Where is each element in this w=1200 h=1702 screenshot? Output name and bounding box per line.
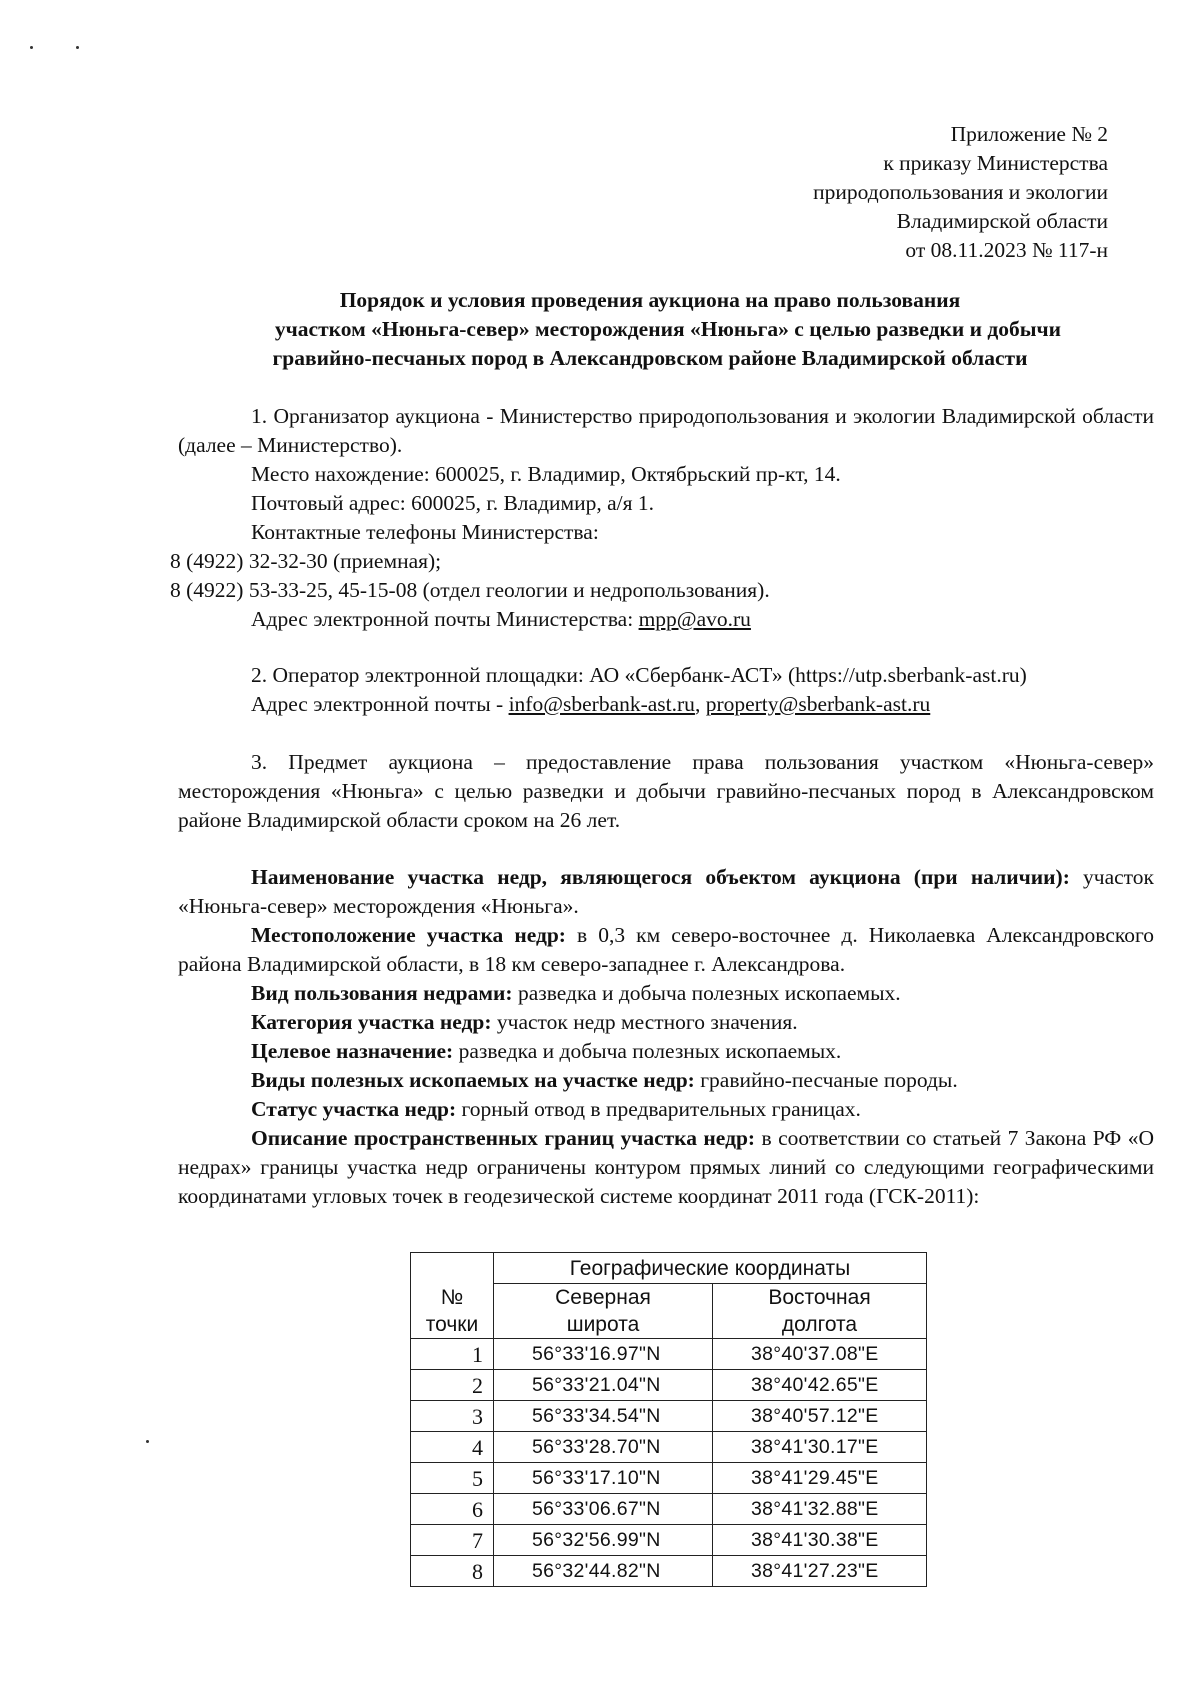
scan-speck bbox=[76, 46, 79, 49]
field-label: Наименование участка недр, являющегося объектом аукциона (при наличии): bbox=[251, 865, 1070, 889]
longitude-cell: 38°40'37.08"E bbox=[713, 1339, 927, 1370]
field-purpose bbox=[178, 1037, 1154, 1066]
coordinates-group-header: Географические координаты bbox=[494, 1253, 927, 1284]
point-number-cell: 7 bbox=[411, 1525, 494, 1556]
header-text: широта bbox=[566, 1313, 640, 1336]
field-minerals bbox=[178, 1066, 1154, 1095]
table-row bbox=[411, 1556, 927, 1587]
field-value: гравийно-песчаные породы. bbox=[694, 1068, 958, 1092]
table-row bbox=[411, 1525, 927, 1556]
header-text: точки bbox=[425, 1313, 479, 1336]
operator-email-line bbox=[178, 690, 1154, 719]
field-label: Виды полезных ископаемых на участке недр: bbox=[251, 1068, 695, 1092]
operator-email-label: Адрес электронной почты - bbox=[251, 692, 509, 716]
section-operator bbox=[178, 661, 1154, 719]
table-row bbox=[411, 1339, 927, 1370]
field-label: Статус участка недр: bbox=[251, 1097, 457, 1121]
field-value: в соответствии со статьей 7 Закона РФ «О недрах» границы участка недр ограничены контуром прямых линий со следующими географическими координатами угловых точек в геодезической системе координат 2011 года (ГСК-2011): bbox=[178, 1126, 1154, 1208]
point-number-cell: 2 bbox=[411, 1370, 494, 1401]
point-number-cell: 4 bbox=[411, 1432, 494, 1463]
table-row bbox=[411, 1463, 927, 1494]
field-value: горный отвод в предварительных границах. bbox=[456, 1097, 861, 1121]
scan-speck bbox=[146, 1440, 149, 1443]
email-link[interactable]: mpp@avo.ru bbox=[638, 607, 751, 631]
appendix-line: природопользования и экологии bbox=[813, 180, 1108, 204]
field-label: Описание пространственных границ участка недр: bbox=[251, 1126, 756, 1150]
latitude-cell: 56°32'56.99"N bbox=[494, 1525, 713, 1556]
field-value: участок «Нюньга-север» месторождения «Нюньга». bbox=[178, 865, 1154, 918]
latitude-cell: 56°33'17.10"N bbox=[494, 1463, 713, 1494]
field-value: разведка и добыча полезных ископаемых. bbox=[453, 1039, 842, 1063]
table-header-row bbox=[411, 1253, 927, 1284]
email-label: Адрес электронной почты Министерства: bbox=[251, 607, 639, 631]
operator-email-link[interactable]: info@sberbank-ast.ru bbox=[508, 692, 695, 716]
title-line: гравийно-песчаных пород в Александровском районе Владимирской области bbox=[272, 346, 1028, 370]
appendix-line: к приказу Министерства bbox=[883, 151, 1108, 175]
field-use bbox=[178, 979, 1154, 1008]
field-value: участок недр местного значения. bbox=[491, 1010, 798, 1034]
table-row bbox=[411, 1401, 927, 1432]
operator-email-link[interactable]: property@sberbank-ast.ru bbox=[705, 692, 931, 716]
email-line bbox=[178, 605, 1154, 634]
table-row bbox=[411, 1370, 927, 1401]
latitude-cell: 56°32'44.82"N bbox=[494, 1556, 713, 1587]
location-line: Место нахождение: 600025, г. Владимир, Октябрьский пр-кт, 14. bbox=[251, 462, 841, 486]
point-number-cell: 5 bbox=[411, 1463, 494, 1494]
field-label: Категория участка недр: bbox=[251, 1010, 492, 1034]
operator-line: 2. Оператор электронной площадки: АО «Сбербанк-АСТ» (https://utp.sberbank-ast.ru) bbox=[251, 663, 1027, 687]
section-organizer bbox=[170, 402, 1154, 634]
field-label: Целевое назначение: bbox=[251, 1039, 454, 1063]
latitude-cell: 56°33'06.67"N bbox=[494, 1494, 713, 1525]
field-status bbox=[178, 1095, 1154, 1124]
latitude-cell: 56°33'34.54"N bbox=[494, 1401, 713, 1432]
header-text: Северная bbox=[555, 1286, 651, 1309]
document-title bbox=[180, 286, 1120, 373]
title-line: участком «Нюньга-север» месторождения «Нюньга» с целью разведки и добычи bbox=[274, 317, 1062, 341]
field-value: в 0,3 км северо-восточнее д. Николаевка Александровского района Владимирской области, в 18 км северо-западнее г. Александрова. bbox=[178, 923, 1154, 976]
field-category bbox=[178, 1008, 1154, 1037]
latitude-cell: 56°33'28.70"N bbox=[494, 1432, 713, 1463]
appendix-header bbox=[608, 120, 1108, 265]
longitude-cell: 38°41'27.23"E bbox=[713, 1556, 927, 1587]
title-line: Порядок и условия проведения аукциона на право пользования bbox=[339, 288, 961, 312]
point-number-cell: 8 bbox=[411, 1556, 494, 1587]
point-number-header bbox=[411, 1253, 494, 1339]
subject-paragraph: 3. Предмет аукциона – предоставление права пользования участком «Нюньга-север» месторождения «Нюньга» с целью разведки и добычи гравийно-песчаных пород в Александровском районе Владимирской области сроком на 26 лет. bbox=[178, 750, 1154, 832]
longitude-cell: 38°40'42.65"E bbox=[713, 1370, 927, 1401]
scan-speck bbox=[30, 46, 33, 49]
organizer-paragraph: 1. Организатор аукциона - Министерство природопользования и экологии Владимирской области (далее – Министерство). bbox=[178, 404, 1154, 457]
phones-label: Контактные телефоны Министерства: bbox=[251, 520, 599, 544]
header-text: долгота bbox=[781, 1313, 858, 1336]
appendix-line: Приложение № 2 bbox=[950, 122, 1108, 146]
table-row bbox=[411, 1494, 927, 1525]
longitude-cell: 38°41'29.45"E bbox=[713, 1463, 927, 1494]
longitude-cell: 38°41'30.38"E bbox=[713, 1525, 927, 1556]
phone-line: 8 (4922) 32-32-30 (приемная); bbox=[170, 549, 442, 573]
header-text: Восточная bbox=[768, 1286, 871, 1309]
header-text: № bbox=[440, 1286, 464, 1309]
phone-line: 8 (4922) 53-33-25, 45-15-08 (отдел геологии и недропользования). bbox=[170, 578, 770, 602]
field-label: Вид пользования недрами: bbox=[251, 981, 513, 1005]
latitude-cell: 56°33'21.04"N bbox=[494, 1370, 713, 1401]
latitude-cell: 56°33'16.97"N bbox=[494, 1339, 713, 1370]
postal-line: Почтовый адрес: 600025, г. Владимир, а/я 1. bbox=[251, 491, 655, 515]
point-number-cell: 1 bbox=[411, 1339, 494, 1370]
appendix-line: Владимирской области bbox=[896, 209, 1108, 233]
field-location bbox=[178, 921, 1154, 979]
coordinates-table bbox=[410, 1252, 927, 1587]
field-name bbox=[178, 863, 1154, 921]
field-label: Местоположение участка недр: bbox=[251, 923, 566, 947]
appendix-line: от 08.11.2023 № 117-н bbox=[905, 238, 1108, 262]
point-number-cell: 3 bbox=[411, 1401, 494, 1432]
longitude-cell: 38°41'30.17"E bbox=[713, 1432, 927, 1463]
latitude-header bbox=[494, 1284, 713, 1339]
point-number-cell: 6 bbox=[411, 1494, 494, 1525]
section-subject bbox=[178, 748, 1154, 835]
field-boundaries bbox=[178, 1124, 1154, 1211]
longitude-header bbox=[713, 1284, 927, 1339]
table-row bbox=[411, 1432, 927, 1463]
separator: , bbox=[694, 692, 706, 716]
field-value: разведка и добыча полезных ископаемых. bbox=[512, 981, 901, 1005]
section-fields bbox=[178, 863, 1154, 1211]
longitude-cell: 38°41'32.88"E bbox=[713, 1494, 927, 1525]
longitude-cell: 38°40'57.12"E bbox=[713, 1401, 927, 1432]
